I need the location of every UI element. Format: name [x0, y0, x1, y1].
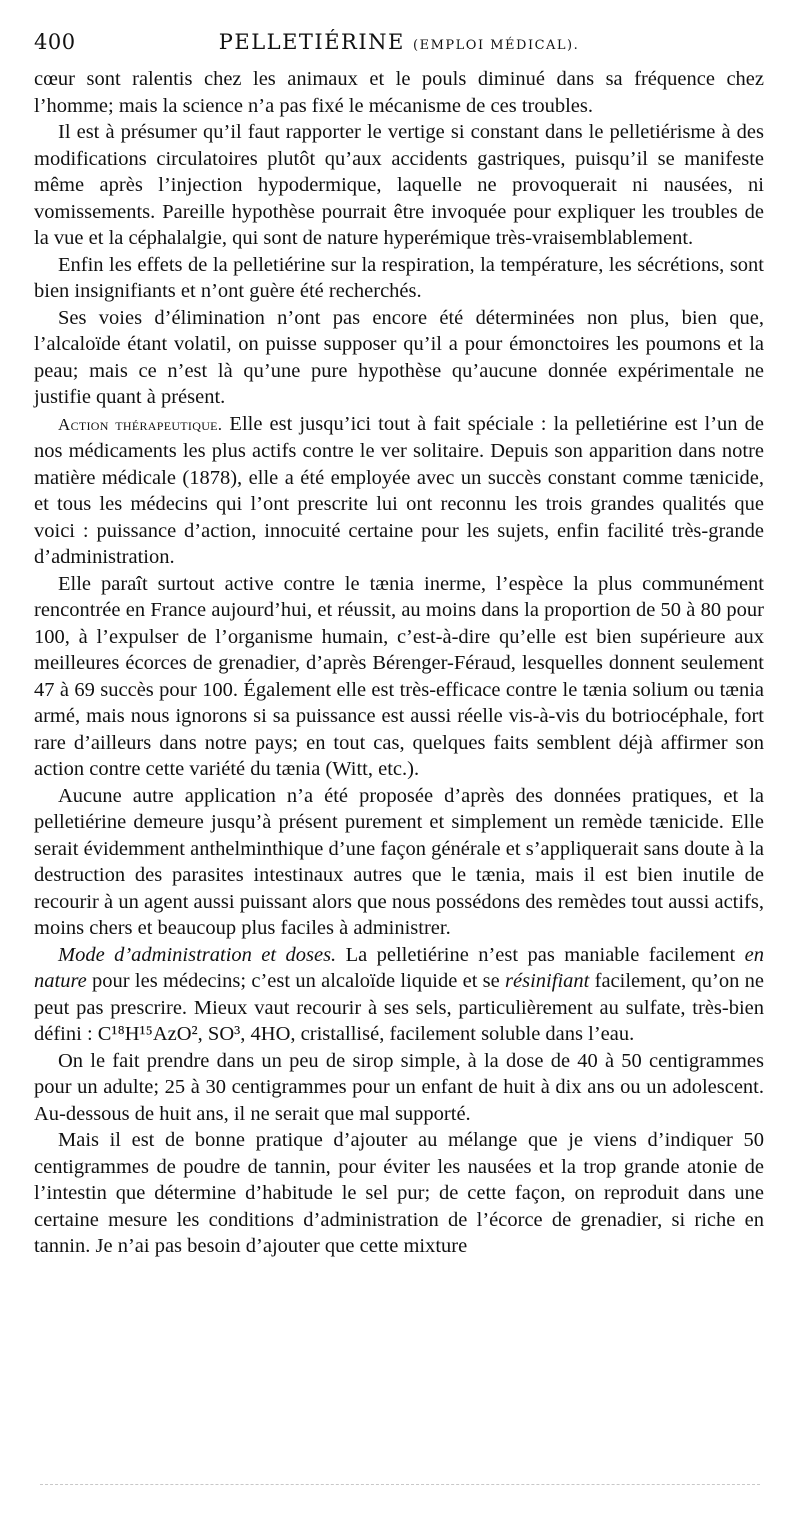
running-title-main: PELLETIÉRINE — [218, 30, 405, 54]
footer-rule — [40, 1484, 760, 1485]
page-number: 400 — [34, 30, 76, 54]
paragraph-9: On le fait prendre dans un peu de sirop simple, à la dose de 40 à 50 centigrammes pour un adulte; 25 à 30 centigrammes pour un enfant de huit à dix ans ou un adolescent. Au-dessous de huit ans, il ne serait que mal supporté. — [34, 1049, 764, 1125]
paragraph-8-text-a: La pelletiérine n’est pas maniable facilement — [336, 943, 745, 966]
paragraph-7: Aucune autre application n’a été proposée d’après des données pratiques, et la pelletiérine demeure jusqu’à présent purement et simplement un remède tænicide. Elle serait évidemment anthelminthique d’une façon générale et s’appliquerait sans doute à la destruction des parasites intestinaux autres que le tænia, mais il est bien inutile de recourir à un agent aussi puissant alors que nous possédons des remèdes tout aussi actifs, moins chers et beaucoup plus faciles à administrer. — [34, 784, 764, 939]
paragraph-8-text-c: facilement, qu’on ne peut pas prescrire. Mieux vaut recourir à ses sels, particulièrement au sulfate, très-bien défini : C¹⁸H¹⁵AzO², SO³, 4HO, cristallisé, facilement soluble dans l’eau. — [34, 970, 764, 1045]
body-text — [34, 66, 764, 1260]
running-title-sub: (EMPLOI MÉDICAL). — [413, 38, 580, 53]
section-heading-therapeutic-action: Action thérapeutique. — [58, 414, 223, 434]
paragraph-8-text-b: pour les médecins; c’est un alcaloïde liquide et se — [86, 970, 506, 992]
paragraph-8-italic-2: résinifiant — [505, 970, 590, 992]
paragraph-10: Mais il est de bonne pratique d’ajouter au mélange que je viens d’indiquer 50 centigrammes de poudre de tannin, pour éviter les nausées et la trop grande atonie de l’intestin que détermine d’habitude le sel pur; de cette façon, on reproduit dans une certaine mesure les conditions d’administration de l’écorce de grenadier, si riche en tannin. Je n’ai pas besoin d’ajouter que cette mixture — [34, 1129, 764, 1257]
paragraph-5-text: Elle est jusqu’ici tout à fait spéciale : la pelletiérine est l’un de nos médicaments les plus actifs contre le ver solitaire. Depuis son apparition dans notre matière médicale (1878), elle a été employée avec un succès constant comme tænicide, et tous les médecins qui l’ont prescrite lui ont reconnu les trois grandes qualités que voici : puissance d’action, innocuité certaine pour les sujets, enfin facilité très-grande d’administration. — [34, 412, 764, 568]
running-title — [34, 30, 764, 54]
paragraph-2: Il est à présumer qu’il faut rapporter le vertige si constant dans le pelletiérisme à des modifications circulatoires plutôt qu’aux accidents gastriques, puisqu’il se manifeste même après l’injection hypodermique, laquelle ne provoquerait ni nausées, ni vomissements. Pareille hypothèse pourrait être invoquée pour expliquer les troubles de la vue et la céphalalgie, qui sont de nature hyperémique très-vraisemblablement. — [34, 121, 764, 249]
paragraph-8-italic-1: en nature — [34, 943, 765, 992]
paragraph-8 — [34, 942, 764, 1048]
running-header — [34, 30, 764, 60]
paragraph-3: Enfin les effets de la pelletiérine sur la respiration, la température, les sécrétions, sont bien insignifiants et n’ont guère été recherchés. — [34, 253, 764, 302]
paragraph-6: Elle paraît surtout active contre le tænia inerme, l’espèce la plus communément rencontrée en France aujourd’hui, et réussit, au moins dans la proportion de 50 à 80 pour 100, à l’expulser de l’organisme humain, c’est-à-dire qu’elle est bien supérieure aux meilleures écorces de grenadier, d’après Bérenger-Féraud, lesquelles donnent seulement 47 à 69 succès pour 100. Également elle est très-efficace contre le tænia solium ou tænia armé, mais nous ignorons si sa puissance est aussi réelle vis-à-vis du botriocéphale, fort rare d’ailleurs dans notre pays; en tout cas, quelques faits semblent déjà affirmer son action contre cette variété du tænia (Witt, etc.). — [34, 572, 764, 780]
paragraph-4: Ses voies d’élimination n’ont pas encore été déterminées non plus, bien que, l’alcaloïde étant volatil, on puisse supposer qu’il a pour émonctoires les poumons et la peau; mais ce n’est là qu’une pure hypothèse qu’aucune donnée expérimentale ne justifie quant à présent. — [34, 306, 764, 408]
paragraph-1: cœur sont ralentis chez les animaux et le pouls diminué dans sa fréquence chez l’homme; mais la science n’a pas fixé le mécanisme de ces troubles. — [34, 68, 764, 117]
section-heading-administration: Mode d’administration et doses. — [58, 943, 337, 966]
paragraph-5 — [34, 411, 764, 571]
